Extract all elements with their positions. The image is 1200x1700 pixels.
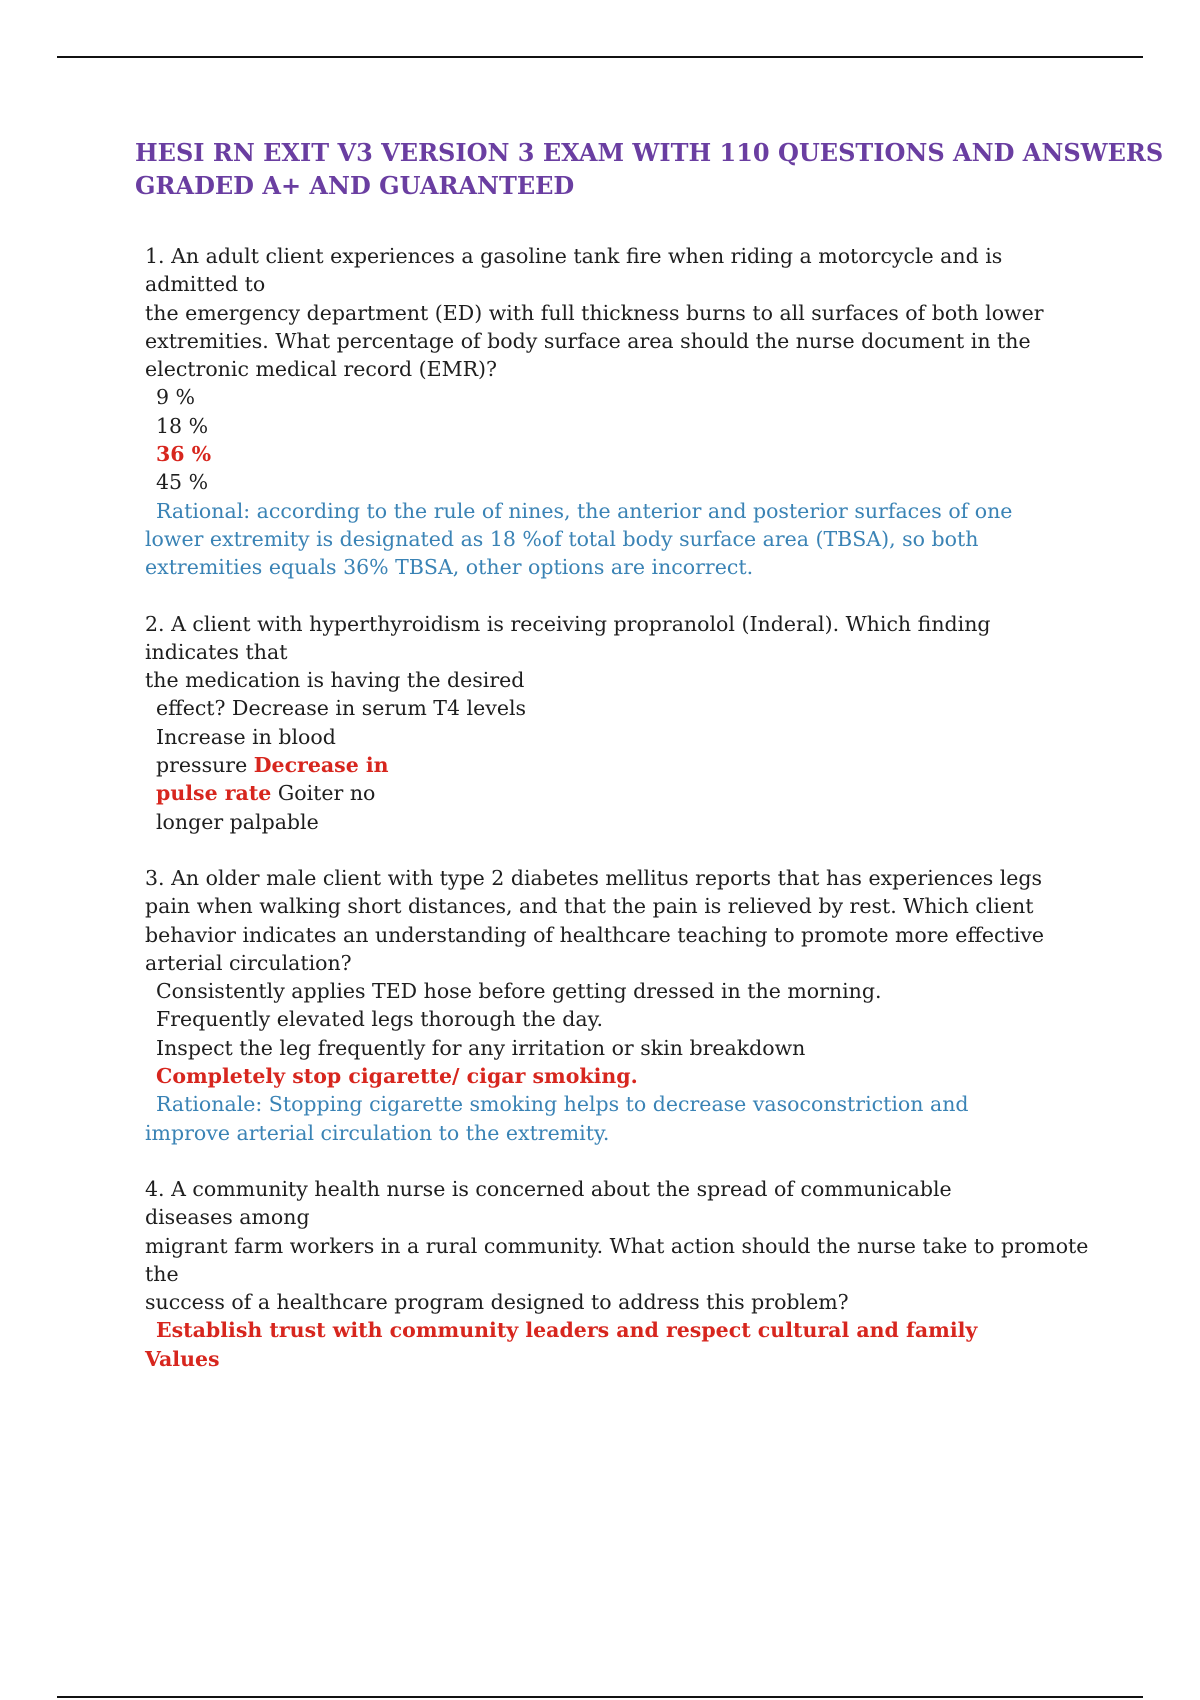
question-stem-line: the emergency department (ED) with full thickness burns to all surfaces of both lower bbox=[145, 300, 1044, 325]
document-title bbox=[135, 136, 1164, 202]
question-stem-line: diseases among bbox=[145, 1205, 310, 1230]
option-text: pressure bbox=[156, 753, 254, 778]
question-stem-line: behavior indicates an understanding of healthcare teaching to promote more effective bbox=[145, 922, 1045, 947]
correct-answer: Decrease in bbox=[253, 753, 389, 778]
question-stem-line: 3. An older male client with type 2 diabetes mellitus reports that has experiences legs bbox=[145, 865, 1043, 890]
rationale-line: Rational: according to the rule of nines, the anterior and posterior surfaces of one bbox=[156, 498, 1013, 523]
question-stem-line: migrant farm workers in a rural community. What action should the nurse take to promote bbox=[145, 1233, 1089, 1258]
question-stem-line: electronic medical record (EMR)? bbox=[145, 357, 498, 382]
question-stem-line: pain when walking short distances, and that the pain is relieved by rest. Which client bbox=[145, 894, 1034, 919]
question-stem-line: indicates that bbox=[145, 639, 288, 664]
correct-answer: Completely stop cigarette/ cigar smoking. bbox=[156, 1064, 638, 1089]
option: 9 % bbox=[156, 385, 196, 410]
correct-answer: Values bbox=[145, 1346, 220, 1371]
question-1 bbox=[145, 242, 1085, 582]
document-body bbox=[145, 242, 1089, 1401]
option-line: longer palpable bbox=[156, 809, 319, 834]
option-text: Goiter no bbox=[271, 781, 376, 806]
top-rule bbox=[57, 56, 1143, 58]
title-line: GRADED A+ AND GUARANTEED bbox=[135, 171, 575, 200]
option-line: Increase in blood bbox=[156, 724, 336, 749]
question-2 bbox=[145, 610, 1085, 836]
option-line bbox=[145, 751, 1085, 779]
question-stem-line: success of a healthcare program designed to address this problem? bbox=[145, 1290, 849, 1315]
question-3 bbox=[145, 864, 1085, 1147]
correct-answer: 36 % bbox=[156, 442, 212, 467]
rationale-line: improve arterial circulation to the extremity. bbox=[145, 1120, 610, 1145]
bottom-rule bbox=[57, 1696, 1143, 1698]
question-stem-line: the medication is having the desired bbox=[145, 668, 525, 693]
correct-answer: pulse rate bbox=[156, 781, 272, 806]
option: Consistently applies TED hose before getting dressed in the morning. bbox=[156, 979, 882, 1004]
option: 18 % bbox=[156, 413, 209, 438]
question-stem-line: extremities. What percentage of body surface area should the nurse document in the bbox=[145, 328, 1031, 353]
question-stem-line: 4. A community health nurse is concerned about the spread of communicable bbox=[145, 1176, 952, 1201]
option-line bbox=[145, 779, 1085, 807]
rationale-line: lower extremity is designated as 18 %of total body surface area (TBSA), so both bbox=[145, 526, 979, 551]
rationale-line: extremities equals 36% TBSA, other options are incorrect. bbox=[145, 555, 754, 580]
option: 45 % bbox=[156, 470, 209, 495]
question-stem-line: 1. An adult client experiences a gasoline tank fire when riding a motorcycle and is bbox=[145, 244, 1003, 268]
question-stem-line: the bbox=[145, 1261, 179, 1286]
rationale-line: Rationale: Stopping cigarette smoking helps to decrease vasoconstriction and bbox=[156, 1092, 969, 1117]
question-stem-line: arterial circulation? bbox=[145, 950, 352, 975]
title-line: HESI RN EXIT V3 VERSION 3 EXAM WITH 110 QUESTIONS AND ANSWERS bbox=[135, 138, 1164, 167]
question-stem-line: 2. A client with hyperthyroidism is receiving propranolol (Inderal). Which finding bbox=[145, 611, 991, 636]
option: Inspect the leg frequently for any irritation or skin breakdown bbox=[156, 1035, 806, 1060]
correct-answer: Establish trust with community leaders and respect cultural and family bbox=[156, 1318, 978, 1343]
question-stem-line: admitted to bbox=[145, 272, 266, 297]
option: Frequently elevated legs thorough the day. bbox=[156, 1007, 603, 1032]
question-4 bbox=[145, 1175, 1089, 1373]
option-line: effect? Decrease in serum T4 levels bbox=[156, 696, 527, 721]
